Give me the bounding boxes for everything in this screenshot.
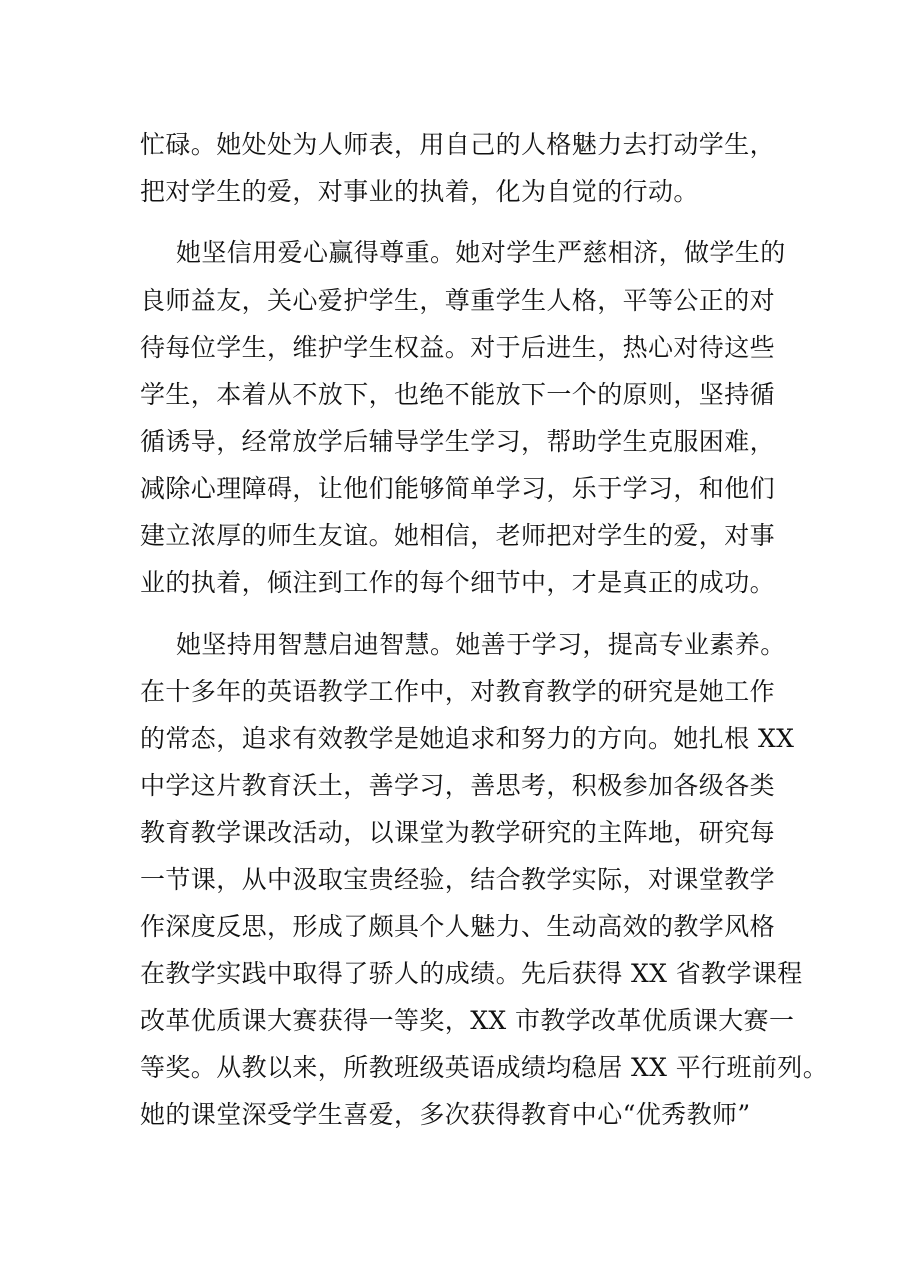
text-line: 一节课，从中汲取宝贵经验，结合教学实际，对课堂教学 bbox=[140, 865, 776, 894]
text-line: 的常态，追求有效教学是她追求和努力的方向。她扎根 XX bbox=[140, 724, 795, 753]
text-line: 减除心理障碍，让他们能够简单学习，乐于学习，和他们 bbox=[140, 474, 776, 503]
text-line: 中学这片教育沃土，善学习，善思考，积极参加各级各类 bbox=[140, 771, 776, 800]
text-line: 建立浓厚的师生友谊。她相信，老师把对学生的爱，对事 bbox=[140, 521, 776, 550]
text-line: 循诱导，经常放学后辅导学生学习，帮助学生克服困难， bbox=[140, 427, 776, 456]
paragraph-first-line: 她坚持用智慧启迪智慧。她善于学习，提高专业素养。 bbox=[176, 630, 786, 659]
text-line: 业的执着，倾注到工作的每个细节中，才是真正的成功。 bbox=[140, 568, 776, 597]
text-line: 改革优质课大赛获得一等奖，XX 市教学改革优质课大赛一 bbox=[140, 1006, 795, 1035]
text-line: 忙碌。她处处为人师表，用自己的人格魅力去打动学生， bbox=[140, 130, 776, 159]
paragraph-first-line: 她坚信用爱心赢得尊重。她对学生严慈相济，做学生的 bbox=[176, 238, 786, 267]
text-line: 待每位学生，维护学生权益。对于后进生，热心对待这些 bbox=[140, 333, 776, 362]
text-line: 她的课堂深受学生喜爱，多次获得教育中心“优秀教师” bbox=[140, 1100, 751, 1129]
text-line: 在教学实践中取得了骄人的成绩。先后获得 XX 省教学课程 bbox=[140, 959, 803, 988]
text-line: 作深度反思，形成了颇具个人魅力、生动高效的教学风格 bbox=[140, 912, 776, 941]
text-line: 等奖。从教以来，所教班级英语成绩均稳居 XX 平行班前列。 bbox=[140, 1053, 829, 1082]
text-line: 把对学生的爱，对事业的执着，化为自觉的行动。 bbox=[140, 177, 699, 206]
text-line: 教育教学课改活动，以课堂为教学研究的主阵地，研究每 bbox=[140, 818, 776, 847]
text-line: 良师益友，关心爱护学生，尊重学生人格，平等公正的对 bbox=[140, 286, 776, 315]
text-line: 学生，本着从不放下，也绝不能放下一个的原则，坚持循 bbox=[140, 380, 776, 409]
text-line: 在十多年的英语教学工作中，对教育教学的研究是她工作 bbox=[140, 677, 776, 706]
